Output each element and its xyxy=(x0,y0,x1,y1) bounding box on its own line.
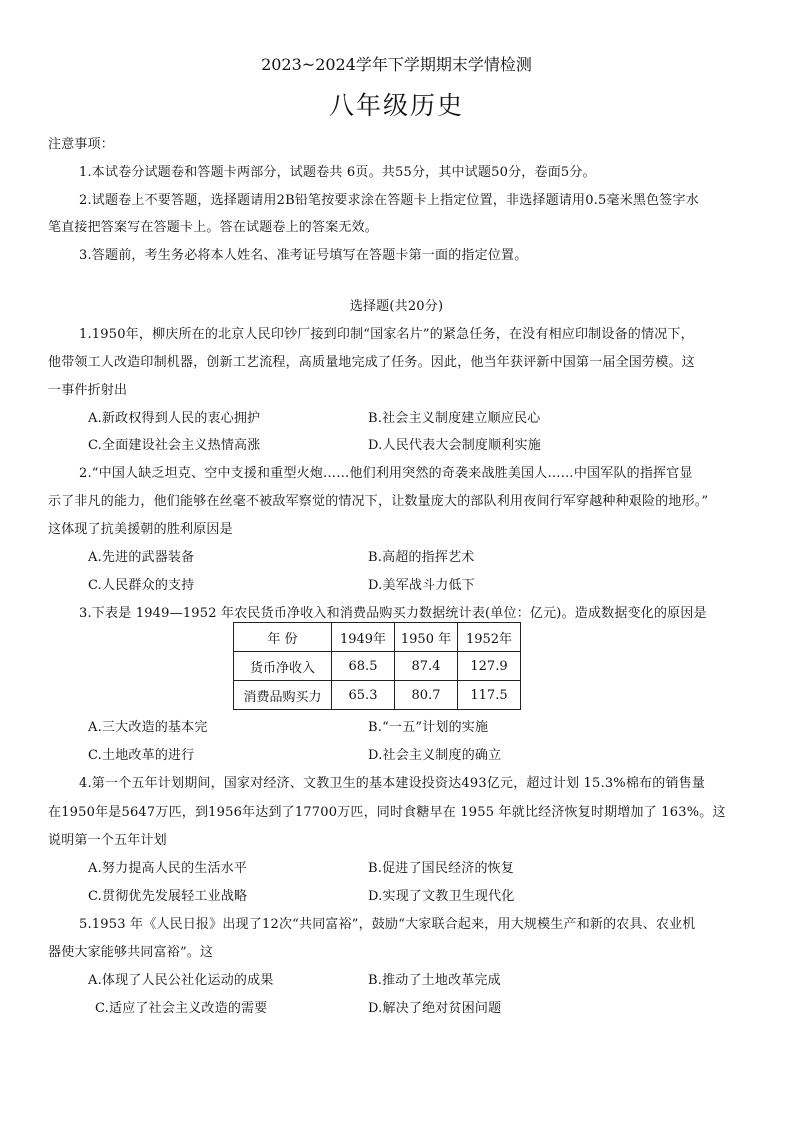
table-cell: 65.3 xyxy=(332,681,395,710)
question-4-stem-line-1: 4.第一个五年计划期间，国家对经济、文教卫生的基本建设投资达493亿元，超过计划 15.3%棉布的销售量 xyxy=(79,776,706,791)
table-header-row xyxy=(234,623,521,652)
table-cell: 127.9 xyxy=(458,652,521,681)
question-1-option-d[interactable]: D.人民代表大会制度顺利实施 xyxy=(368,438,541,453)
question-4-option-a[interactable]: A.努力提高人民的生活水平 xyxy=(88,861,248,876)
table-row xyxy=(234,681,521,710)
question-3-option-d[interactable]: D.社会主义制度的确立 xyxy=(368,748,502,763)
subject-title: 八年级历史 xyxy=(328,91,464,120)
question-2-stem-line-3: 这体现了抗美援朝的胜利原因是 xyxy=(48,522,233,537)
question-5-option-a[interactable]: A.体现了人民公社化运动的成果 xyxy=(88,973,274,988)
table-header-cell: 1950 年 xyxy=(395,623,458,652)
question-2-stem-line-1: 2.“中国人缺乏坦克、空中支援和重型火炮……他们利用突然的奇袭来战胜美国人……中国军队的指挥官显 xyxy=(79,466,693,481)
question-5-option-c[interactable]: C.适应了社会主义改造的需要 xyxy=(95,1001,268,1016)
question-2-option-b[interactable]: B.高超的指挥艺术 xyxy=(368,550,475,565)
question-4-stem-line-2: 在1950年是5647万匹，到1956年达到了17700万匹，同时食糖早在 1955 年就比经济恢复时期增加了 163%。这 xyxy=(48,805,726,820)
table-cell: 80.7 xyxy=(395,681,458,710)
question-5-stem-line-2: 器使大家能够共同富裕”。这 xyxy=(48,945,214,960)
question-5-stem-line-1: 5.1953 年《人民日报》出现了12次“共同富裕”，鼓励“大家联合起来，用大规模生产和新的农具、农业机 xyxy=(79,917,696,932)
table-cell: 117.5 xyxy=(458,681,521,710)
exam-title: 2023~2024学年下学期期末学情检测 xyxy=(261,55,532,74)
question-3-option-b[interactable]: B.“一五”计划的实施 xyxy=(368,720,489,735)
table-header-cell: 1949年 xyxy=(332,623,395,652)
question-3-stem-line-1: 3.下表是 1949—1952 年农民货币净收入和消费品购买力数据统计表(单位：亿元)。造成数据变化的原因是 xyxy=(79,606,707,621)
notice-item-2: 2.试题卷上不要答题，选择题请用2B铅笔按要求涂在答题卡上指定位置，非选择题请用0.5毫米黑色签字水 xyxy=(79,193,699,208)
question-4-option-d[interactable]: D.实现了文教卫生现代化 xyxy=(368,889,515,904)
question-4-option-c[interactable]: C.贯彻优先发展轻工业战略 xyxy=(88,889,248,904)
question-2-option-d[interactable]: D.美军战斗力低下 xyxy=(368,578,475,593)
question-2-option-a[interactable]: A.先进的武器装备 xyxy=(88,550,195,565)
question-3-option-a[interactable]: A.三大改造的基本完 xyxy=(88,720,208,735)
section-title: 选择题(共20分) xyxy=(349,299,444,314)
notice-item-1: 1.本试卷分试题卷和答题卡两部分，试题卷共 6页。共55分，其中试题50分，卷面5分。 xyxy=(79,165,596,180)
question-3-option-c[interactable]: C.土地改革的进行 xyxy=(88,748,195,763)
question-1-stem-line-2: 他带领工人改造印制机器，创新工艺流程，高质量地完成了任务。因此，他当年获评新中国第一届全国劳模。这 xyxy=(48,355,695,370)
question-5-option-b[interactable]: B.推动了土地改革完成 xyxy=(368,973,501,988)
question-1-stem-line-3: 一事件折射出 xyxy=(48,383,128,398)
notice-heading: 注意事项： xyxy=(48,137,115,152)
notice-item-2-cont: 笔直接把答案写在答题卡上。答在试题卷上的答案无效。 xyxy=(48,220,379,235)
question-4-stem-line-3: 说明第一个五年计划 xyxy=(48,833,167,848)
question-1-option-b[interactable]: B.社会主义制度建立顺应民心 xyxy=(368,411,541,426)
question-2-option-c[interactable]: C.人民群众的支持 xyxy=(88,578,195,593)
table-cell: 68.5 xyxy=(332,652,395,681)
notice-item-3: 3.答题前，考生务必将本人姓名、准考证号填写在答题卡第一面的指定位置。 xyxy=(79,248,528,263)
table-cell: 87.4 xyxy=(395,652,458,681)
question-5-option-d[interactable]: D.解决了绝对贫困问题 xyxy=(368,1001,502,1016)
table-header-cell: 年 份 xyxy=(234,623,332,652)
table-header-cell: 1952年 xyxy=(458,623,521,652)
table-row xyxy=(234,652,521,681)
question-1-option-a[interactable]: A.新政权得到人民的衷心拥护 xyxy=(88,411,261,426)
question-1-stem-line-1: 1.1950年，柳庆所在的北京人民印钞厂接到印制“国家名片”的紧急任务，在没有相应印制设备的情况下， xyxy=(79,327,694,342)
table-cell: 货币净收入 xyxy=(234,652,332,681)
question-1-option-c[interactable]: C.全面建设社会主义热情高涨 xyxy=(88,438,261,453)
table-cell: 消费品购买力 xyxy=(234,681,332,710)
question-2-stem-line-2: 示了非凡的能力，他们能够在丝毫不被敌军察觉的情况下，让数量庞大的部队利用夜间行军穿越种种艰险的地形。” xyxy=(48,494,709,509)
question-4-option-b[interactable]: B.促进了国民经济的恢复 xyxy=(368,861,515,876)
income-data-table xyxy=(233,622,521,710)
